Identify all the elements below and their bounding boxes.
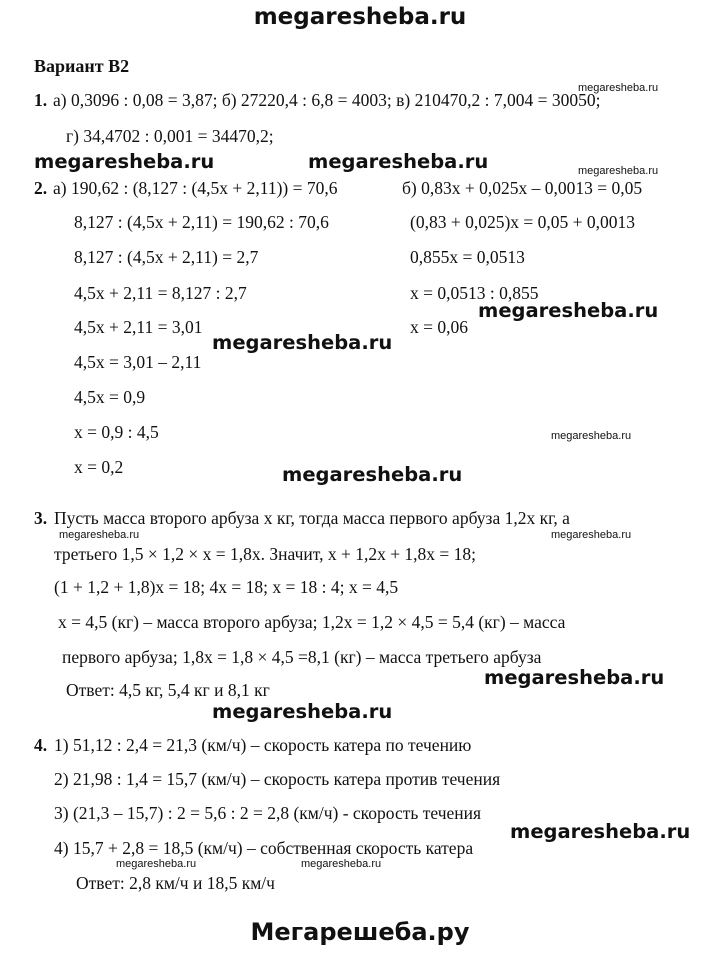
task-4-line: 3) (21,3 – 15,7) : 2 = 5,6 : 2 = 2,8 (км/ч) - скорость течения (54, 803, 482, 823)
task-2a-line: x = 0,9 : 4,5 (74, 422, 159, 442)
task-3-line: Пусть масса второго арбуза x кг, тогда масса первого арбуза 1,2x кг, а (54, 508, 570, 528)
task-2a-line: 8,127 : (4,5x + 2,11) = 2,7 (74, 247, 259, 267)
watermark-small: megaresheba.ru (59, 529, 140, 541)
watermark-small: megaresheba.ru (551, 430, 632, 442)
task-3-line: x = 4,5 (кг) – масса второго арбуза; 1,2x = 1,2 × 4,5 = 5,4 (кг) – масса (58, 612, 566, 632)
watermark-small: megaresheba.ru (551, 529, 632, 541)
task-2b-line: 0,855x = 0,0513 (410, 247, 525, 267)
task-1-line: г) 34,4702 : 0,001 = 34470,2; (66, 126, 274, 146)
task-1-number: 1. (34, 90, 48, 110)
task-4-answer: Ответ: 2,8 км/ч и 18,5 км/ч (76, 873, 275, 893)
task-2a-line: 4,5x + 2,11 = 3,01 (74, 317, 203, 337)
task-4-line: 1) 51,12 : 2,4 = 21,3 (км/ч) – скорость катера по течению (54, 735, 472, 755)
task-2a-line: 4,5x = 0,9 (74, 387, 146, 407)
watermark: megaresheba.ru (484, 666, 665, 689)
task-3-answer: Ответ: 4,5 кг, 5,4 кг и 8,1 кг (66, 680, 270, 700)
task-3-line: третьего 1,5 × 1,2 × x = 1,8x. Значит, x + 1,2x + 1,8x = 18; (54, 544, 477, 564)
site-footer: Мегарешеба.ру (250, 918, 470, 946)
watermark-small: megaresheba.ru (578, 82, 659, 94)
variant-title: Вариант В2 (34, 56, 130, 76)
watermark: megaresheba.ru (212, 331, 393, 354)
task-2b-line: (0,83 + 0,025)x = 0,05 + 0,0013 (410, 212, 636, 232)
task-1-line: а) 0,3096 : 0,08 = 3,87; б) 27220,4 : 6,8 = 4003; в) 210470,2 : 7,004 = 30050; (53, 90, 601, 110)
site-header: megaresheba.ru (253, 4, 467, 30)
task-3-line: (1 + 1,2 + 1,8)x = 18; 4x = 18; x = 18 : 4; x = 4,5 (54, 577, 399, 597)
watermark-small: megaresheba.ru (578, 165, 659, 177)
task-2a-line: 4,5x + 2,11 = 8,127 : 2,7 (74, 283, 247, 303)
watermark-small: megaresheba.ru (301, 858, 382, 870)
task-4-line: 2) 21,98 : 1,4 = 15,7 (км/ч) – скорость катера против течения (54, 769, 501, 789)
task-2a-line: а) 190,62 : (8,127 : (4,5x + 2,11)) = 70,6 (53, 178, 338, 198)
task-2b-line: x = 0,06 (410, 317, 468, 337)
watermark-small: megaresheba.ru (116, 858, 197, 870)
task-2b-line: б) 0,83x + 0,025x – 0,0013 = 0,05 (402, 178, 643, 198)
task-2-number: 2. (34, 178, 48, 198)
task-3-line: первого арбуза; 1,8x = 1,8 × 4,5 =8,1 (кг) – масса третьего арбуза (62, 647, 542, 667)
watermark: megaresheba.ru (34, 150, 215, 173)
watermark: megaresheba.ru (510, 820, 691, 843)
task-4-number: 4. (34, 735, 48, 755)
watermark: megaresheba.ru (308, 150, 489, 173)
task-3-number: 3. (34, 508, 48, 528)
task-2a-line: 8,127 : (4,5x + 2,11) = 190,62 : 70,6 (74, 212, 329, 232)
watermark: megaresheba.ru (212, 700, 393, 723)
watermark: megaresheba.ru (282, 463, 463, 486)
task-2a-line: x = 0,2 (74, 457, 124, 477)
task-4-line: 4) 15,7 + 2,8 = 18,5 (км/ч) – собственная скорость катера (54, 838, 474, 858)
watermark: megaresheba.ru (478, 299, 659, 322)
task-2a-line: 4,5x = 3,01 – 2,11 (74, 352, 202, 372)
task-2b-line: x = 0,0513 : 0,855 (410, 283, 539, 303)
